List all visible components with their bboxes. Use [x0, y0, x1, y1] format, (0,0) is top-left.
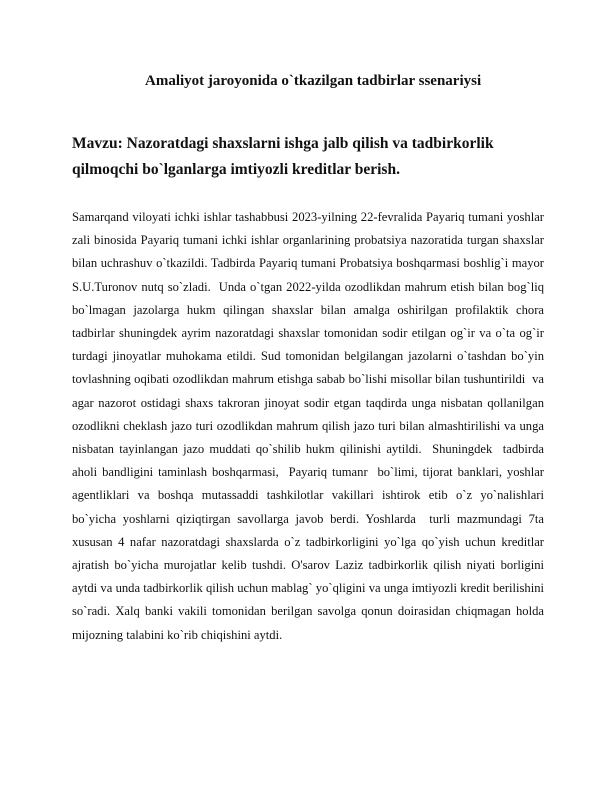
document-subject: Mavzu: Nazoratdagi shaxslarni ishga jalb qilish va tadbirkorlik qilmoqchi bo`lganlarga imtiyozli kreditlar berish.: [72, 135, 494, 178]
document-body-paragraph: Samarqand viloyati ichki ishlar tashabbusi 2023-yilning 22-fevralida Payariq tumani yoshlar zali binosida Payariq tumani ichki ishlar organlarining probatsiya nazoratida turgan shaxslar bilan uchrashuv o`tkazildi. Tadbirda Payariq tumani Probatsiya boshqarmasi boshlig`i mayor S.U.Turonov nutq so`zladi. Unda o`tgan 2022-yilda ozodlikdan mahrum etish bilan bog`liq bo`lmagan jazolarga hukm qilingan shaxslar bilan amalga oshirilgan profilaktik chora tadbirlar shuningdek ayrim nazoratdagi shaxslar tomonidan sodir etilgan og`ir va o`ta og`ir turdagi jinoyatlar muhokama etildi. Sud tomonidan belgilangan jazolarni o`tashdan bo`yin tovlashning oqibati ozodlikdan mahrum etishga sabab bo`lishi misollar bilan tushuntirildi va agar nazorot ostidagi shaxs takroran jinoyat sodir etgan taqdirda unga nisbatan qollanilgan ozodlikni cheklash jazo turi ozodlikdan mahrum qilish jazo turi bilan almashtirilishi va unga nisbatan tayinlangan jazo muddati qo`shilib hukm qilinishi aytildi. Shuningdek tadbirda aholi bandligini taminlash boshqarmasi, Payariq tumanr bo`limi, tijorat banklari, yoshlar agentliklari va boshqa mutassaddi tashkilotlar vakillari ishtirok etib o`z yo`nalishlari bo`yicha yoshlarni qiziqtirgan savollarga javob berdi. Yoshlarda turli mazmundagi 7ta xususan 4 nafar nazoratdagi shaxslarda o`z tadbirkorligini yo`lga qo`yish uchun kreditlar ajratish bo`yicha murojatlar kelib tushdi. O'sarov Laziz tadbirkorlik qilish niyati borligini aytdi va unda tadbirkorlik qilish uchun mablag` yo`qligini va unga imtiyozli kredit berilishini so`radi. Xalq banki vakili tomonidan berilgan savolga qonun doirasidan chiqmagan holda mijozning talabini ko`rib chiqishini aytdi.: [72, 210, 548, 642]
document-title: Amaliyot jaroyonida o`tkazilgan tadbirlar ssenariysi: [145, 73, 482, 89]
